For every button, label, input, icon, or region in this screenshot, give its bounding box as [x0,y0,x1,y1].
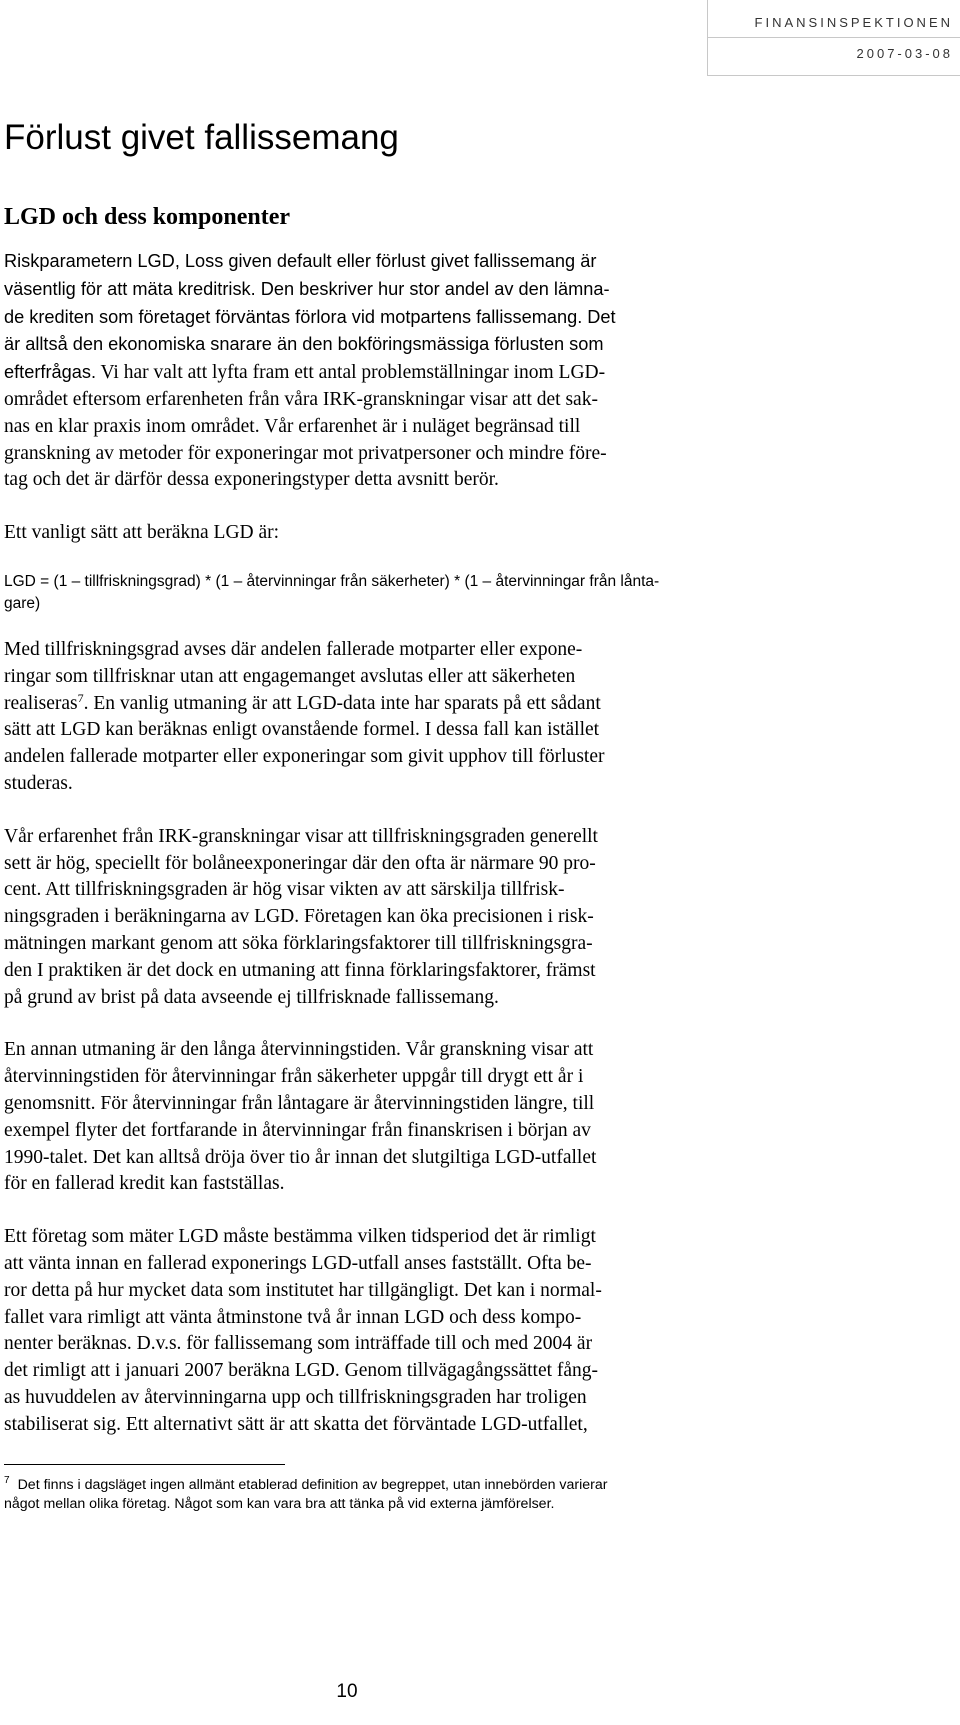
header-divider [708,37,960,38]
header-organization: FINANSINSPEKTIONEN [754,15,953,30]
paragraph-intro-serif-part: Vi har valt att lyfta fram ett antal problemställningar inom LGD- området eftersom erfarenheten från våra IRK-granskningar visar att det sak- nas en klar praxis inom området. Vår erfarenhet är i nuläget begränsad till granskning av metoder för exponeringar mot privatpersoner och mindre före- tag och det är därför dessa exponeringstyper detta avsnitt berör. [4,362,607,491]
paragraph-experience: Vår erfarenhet från IRK-granskningar visar att tillfriskningsgraden generellt sett är hög, speciellt för bolåneexponeringar där den ofta är närmare 90 pro- cent. Att tillfriskningsgraden är hög visar vikten av att särskilja tillfrisk- ningsgraden i beräkningarna av LGD. Företagen kan öka precisionen i risk- mätningen markant genom att söka förklaringsfaktorer till tillfriskningsgra- den I praktiken är det dock en utmaning att finna förklaringsfaktorer, främst på grund av brist på data avseende ej tillfrisknade fallissemang. [4,825,598,1008]
footnote-reference[interactable]: 7 [77,690,84,705]
header-date: 2007-03-08 [856,46,953,61]
footnote-separator [4,1464,285,1465]
paragraph-recovery-part-a: Med tillfriskningsgrad avses där andelen fallerade motparter eller expone- ringar som tillfrisknar utan att engagemanget avslutas eller att säkerheten realiseras [4,638,583,714]
section-title: Förlust givet fallissemang [4,118,399,157]
paragraph-time-period: Ett företag som mäter LGD måste bestämma vilken tidsperiod det är rimligt att vänta innan en fallerad exponerings LGD-utfall anses fastställt. Ofta be- ror detta på hur mycket data som institutet har tillgängligt. Det kan i normal- fallet vara rimligt att vänta åtminstone två år innan LGD och dess kompo- nenter beräknas. D.v.s. för fallissemang som inträffade till och med 2004 är det rimligt att i januari 2007 beräkna LGD. Genom tillvägagångssättet fång- as huvuddelen av återvinningarna upp och tillfriskningsgraden har troligen stabiliserat sig. Ett alternativt sätt är att skatta det förväntade LGD-utfallet, [4,1226,602,1435]
lgd-formula: LGD = (1 – tillfriskningsgrad) * (1 – återvinningar från säkerheter) * (1 – återvinningar från låntа- gare) [4,572,660,612]
footnote-marker: 7 [4,1475,10,1486]
footnote-text: Det finns i dagsläget ingen allmänt etablerad definition av begreppet, utan innebörden varierar något mellan olika företag. Något som kan vara bra att tänka på vid externa jämförelser. [4,1477,608,1512]
paragraph-recovery-definition [4,637,952,798]
header-box [707,0,960,76]
footnote [4,1476,944,1513]
paragraph-recovery-part-b: . En vanlig utmaning är att LGD-data inte har sparats på ett sådant sätt att LGD kan beräknas enligt ovanstående formel. I dessa fall kan istället andelen fallerade motparter eller exponeringar som givit upphov till förluster studeras. [4,692,605,794]
paragraph-formula-intro: Ett vanligt sätt att beräkna LGD är: [4,522,280,544]
paragraph-recovery-time: En annan utmaning är den långa återvinningstiden. Vår granskning visar att återvinningstiden för återvinningar från säkerheter uppgår till drygt ett år i genomsnitt. För återvinningar från låntagare är återvinningstiden längre, till exempel flyter det fortfarande in återvinningar från finanskrisen i början av 1990-talet. Det kan alltså dröja över tio år innan det slutgiltiga LGD-utfallet för en fallerad kredit kan fastställas. [4,1039,597,1195]
paragraph-intro [4,248,952,494]
document-body [4,118,952,1438]
subsection-title: LGD och dess komponenter [4,204,291,230]
paragraph-intro-sans-part: Riskparametern LGD, Loss given default eller förlust givet fallissemang är väsentlig för att mäta kreditrisk. Den beskriver hur stor andel av den lämna- de krediten som företaget förväntas förlora vid motpartens fallissemang. Det är alltså den ekonomiska snarare än den bokföringsmässiga förlusten som efterfrågas. [4,251,616,383]
page-number: 10 [336,1681,358,1702]
